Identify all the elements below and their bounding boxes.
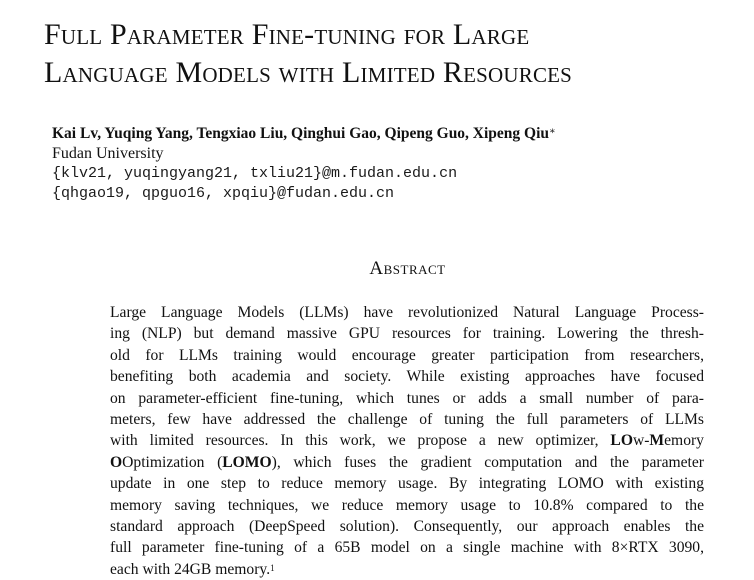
abstract-line [110,430,704,451]
abstract-heading: Abstract [369,258,446,279]
email-line-1: {klv21, yuqingyang21, txliu21}@m.fudan.edu.cn [52,165,458,182]
lomo-acronym-m: M [649,432,665,450]
abstract-line [110,559,704,580]
corresponding-author-mark: ∗ [549,126,556,137]
lomo-acronym-emory: emory [664,432,704,450]
lomo-acronym-lo: LO [610,432,633,450]
title-line-1: Full Parameter Fine-tuning for Large [44,18,530,51]
abstract-line-text: each with 24GB memory. [110,560,271,578]
abstract-line: on parameter-efficient fine-tuning, which tunes or adds a small number of para- [110,389,704,407]
abstract-line: Large Language Models (LLMs) have revolutionized Natural Language Process- [110,304,704,321]
paper-title [44,16,744,92]
abstract-body [110,302,704,580]
abstract-line: benefiting both academia and society. While existing approaches have focused [110,368,704,386]
abstract-line-text: with limited resources. In this work, we propose a new optimizer, [110,432,599,450]
footnote-mark: 1 [270,562,275,573]
abstract-line-text: Optimization ( [122,453,223,471]
abstract-line: memory saving techniques, we reduce memory usage to 10.8% compared to the [110,496,704,514]
affiliation: Fudan University [52,145,164,162]
abstract-line: update in one step to reduce memory usage. By integrating LOMO with existing [110,475,704,493]
abstract-line: meters, few have addressed the challenge of tuning the full parameters of LLMs [110,410,704,428]
abstract-line: full parameter fine-tuning of a 65B model on a single machine with 8×RTX 3090, [110,539,704,557]
abstract-line: ing (NLP) but demand massive GPU resources for training. Lowering the thresh- [110,325,704,343]
author-names: Kai Lv, Yuqing Yang, Tengxiao Liu, Qinghui Gao, Qipeng Guo, Xipeng Qiu [52,125,550,142]
title-line-2: Language Models with Limited Resources [44,56,573,89]
abstract-line-text: ), which fuses the gradient computation and the parameter [271,453,704,471]
email-line-2: {qhgao19, qpguo16, xpqiu}@fudan.edu.cn [52,185,395,202]
abstract-line: standard approach (DeepSpeed solution). Consequently, our approach enables the [110,517,704,535]
lomo-acronym-o: O [110,453,123,471]
abstract-line [110,452,704,473]
abstract-line: old for LLMs training would encourage greater participation from researchers, [110,346,704,364]
author-list [52,124,556,144]
lomo-acronym-w: w- [632,432,650,450]
lomo-name: LOMO [222,453,272,471]
